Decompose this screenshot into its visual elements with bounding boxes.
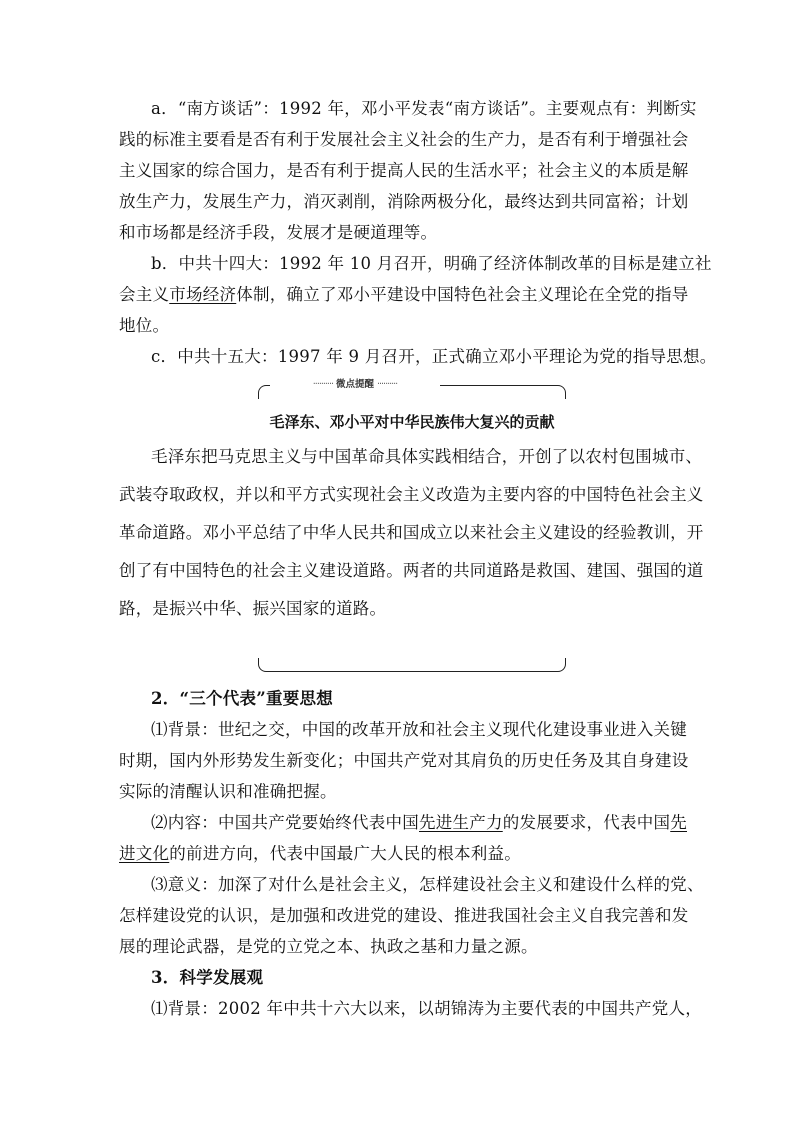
section-3-background-line-1: ⑴背景：2002 年中共十六大以来，以胡锦涛为主要代表的中国共产党人， [151,999,702,1018]
section-2-background-line-3: 实际的清醒认识和准确把握。 [119,782,337,801]
paragraph-a-line-4: 放生产力，发展生产力，消灭剥削，消除两极分化，最终达到共同富裕；计划 [119,192,689,211]
section-2-content-line-1: ⑵内容：中国共产党要始终代表中国先进生产力的发展要求，代表中国先 [151,813,687,832]
tip-box-line-2: 武装夺取政权，并以和平方式实现社会主义改造为主要内容的中国特色社会主义 [119,485,704,504]
tip-box-label: ·········· 微点提醒 ·········· [270,379,440,391]
underlined-term-advanced-culture: 进文化 [119,844,170,863]
paragraph-b-line-2: 会主义市场经济体制，确立了邓小平建设中国特色社会主义理论在全党的指导 [119,285,689,304]
section-2-meaning-line-1: ⑶意义：加深了对什么是社会主义，怎样建设社会主义和建设什么样的党、 [151,875,704,894]
tip-box-line-3: 革命道路。邓小平总结了中华人民共和国成立以来社会主义建设的经验教训，开 [119,523,704,542]
tip-box-line-4: 创了有中国特色的社会主义建设道路。两者的共同道路是救国、建国、强国的道 [119,561,704,580]
paragraph-b-line-3: 地位。 [119,316,170,335]
paragraph-a-line-5: 和市场都是经济手段，发展才是硬道理等。 [119,223,438,242]
paragraph-b-line-1: b．中共十四大：1992 年 10 月召开，明确了经济体制改革的目标是建立社 [151,254,712,273]
tip-box-title: 毛泽东、邓小平对中华民族伟大复兴的贡献 [269,413,555,431]
section-3-heading: 3．科学发展观 [151,968,264,987]
underlined-term-market-economy: 市场经济 [169,285,237,304]
paragraph-a-line-3: 主义国家的综合国力，是否有利于提高人民的生活水平；社会主义的本质是解 [119,161,689,180]
section-2-meaning-line-2: 怎样建设党的认识，是加强和改进党的建设、推进我国社会主义自我完善和发 [119,906,689,925]
tip-box-bottom-border [258,658,566,672]
section-2-heading: 2．“三个代表”重要思想 [151,689,333,708]
underlined-term-advanced-productivity: 先进生产力 [419,813,503,832]
section-2-background-line-1: ⑴背景：世纪之交，中国的改革开放和社会主义现代化建设事业进入关键 [151,720,687,739]
tip-box-line-5: 路，是振兴中华、振兴国家的道路。 [119,599,387,618]
paragraph-a-line-2: 践的标准主要看是否有利于发展社会主义社会的生产力，是否有利于增强社会 [119,130,689,149]
tip-box-line-1: 毛泽东把马克思主义与中国革命具体实践相结合，开创了以农村包围城市、 [151,447,703,466]
section-2-content-line-2: 进文化的前进方向，代表中国最广大人民的根本利益。 [119,844,521,863]
paragraph-a-line-1: a．“南方谈话”：1992 年，邓小平发表“南方谈话”。主要观点有：判断实 [151,99,697,118]
section-2-background-line-2: 时期，国内外形势发生新变化；中国共产党对其肩负的历史任务及其自身建设 [119,751,689,770]
section-2-meaning-line-3: 展的理论武器，是党的立党之本、执政之基和力量之源。 [119,937,538,956]
paragraph-c-line: c．中共十五大：1997 年 9 月召开，正式确立邓小平理论为党的指导思想。 [151,347,717,366]
